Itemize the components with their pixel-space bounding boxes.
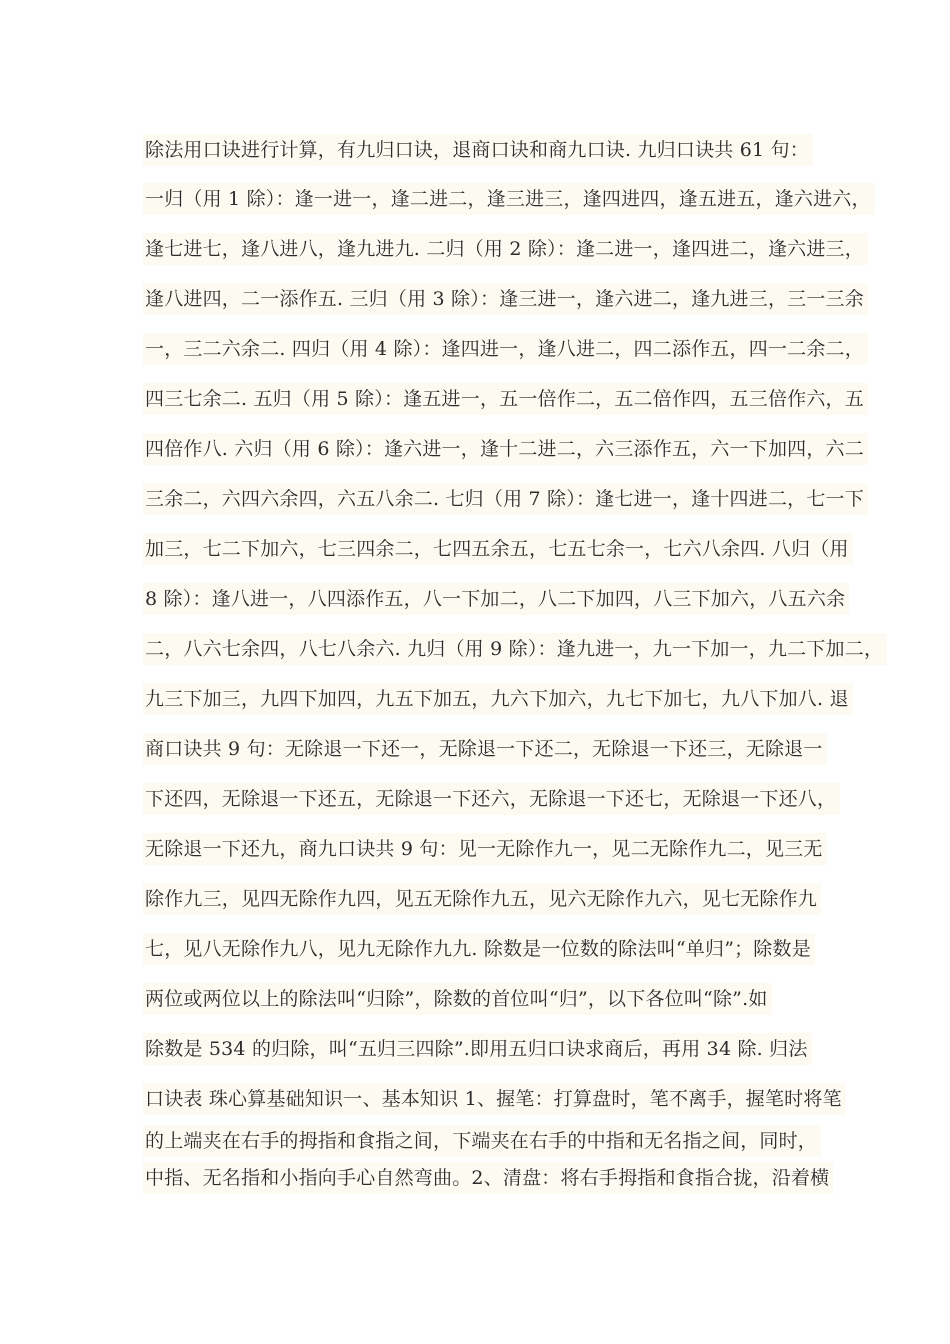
text-line: 无除退一下还九，商九口诀共 9 句：见一无除作九一，见二无除作九二，见三无 bbox=[143, 833, 827, 865]
text-line: 四三七余二. 五归（用 5 除）：逢五进一，五一倍作二，五二倍作四，五三倍作六，五 bbox=[143, 383, 868, 415]
text-line: 九三下加三，九四下加四，九五下加五，九六下加六，九七下加七，九八下加八. 退 bbox=[143, 683, 853, 715]
text-line: 8 除）：逢八进一，八四添作五，八一下加二，八二下加四，八三下加六，八五六余 bbox=[143, 583, 849, 615]
text-line: 的上端夹在右手的拇指和食指之间，下端夹在右手的中指和无名指之间，同时， bbox=[143, 1125, 821, 1157]
text-line: 下还四，无除退一下还五，无除退一下还六，无除退一下还七，无除退一下还八， bbox=[143, 783, 840, 815]
text-line: 除数是 534 的归除，叫“五归三四除”.即用五归口诀求商后，再用 34 除. 归法 bbox=[143, 1033, 812, 1065]
text-line: 一，三二六余二. 四归（用 4 除）：逢四进一，逢八进二，四二添作五，四一二余二， bbox=[143, 333, 868, 365]
text-line: 口诀表 珠心算基础知识一、基本知识 1、握笔：打算盘时，笔不离手，握笔时将笔 bbox=[143, 1083, 846, 1115]
text-line: 逢七进七，逢八进八，逢九进九. 二归（用 2 除）：逢二进一，逢四进二，逢六进三， bbox=[143, 233, 868, 265]
text-line: 逢八进四，二一添作五. 三归（用 3 除）：逢三进一，逢六进二，逢九进三，三一三余 bbox=[143, 283, 868, 315]
text-line: 二，八六七余四，八七八余六. 九归（用 9 除）：逢九进一，九一下加一，九二下加二， bbox=[143, 633, 887, 665]
text-line: 商口诀共 9 句：无除退一下还一，无除退一下还二，无除退一下还三，无除退一 bbox=[143, 733, 827, 765]
text-line: 中指、无名指和小指向手心自然弯曲。2、清盘：将右手拇指和食指合拢，沿着横 bbox=[143, 1162, 833, 1194]
text-line: 加三，七二下加六，七三四余二，七四五余五，七五七余一，七六八余四. 八归（用 bbox=[143, 533, 853, 565]
text-line: 四倍作八. 六归（用 6 除）：逢六进一，逢十二进二，六三添作五，六一下加四，六二 bbox=[143, 433, 868, 465]
text-line: 除作九三，见四无除作九四，见五无除作九五，见六无除作九六，见七无除作九 bbox=[143, 883, 821, 915]
text-line: 除法用口诀进行计算，有九归口诀，退商口诀和商九口诀. 九归口诀共 61 句： bbox=[143, 134, 813, 166]
text-line: 一归（用 1 除）：逢一进一，逢二进二，逢三进三，逢四进四，逢五进五，逢六进六， bbox=[143, 183, 875, 215]
text-line: 三余二，六四六余四，六五八余二. 七归（用 7 除）：逢七进一，逢十四进二，七一下 bbox=[143, 483, 868, 515]
text-line: 两位或两位以上的除法叫“归除”，除数的首位叫“归”，以下各位叫“除”.如 bbox=[143, 983, 772, 1015]
text-line: 七，见八无除作九八，见九无除作九九. 除数是一位数的除法叫“单归”；除数是 bbox=[143, 933, 815, 965]
